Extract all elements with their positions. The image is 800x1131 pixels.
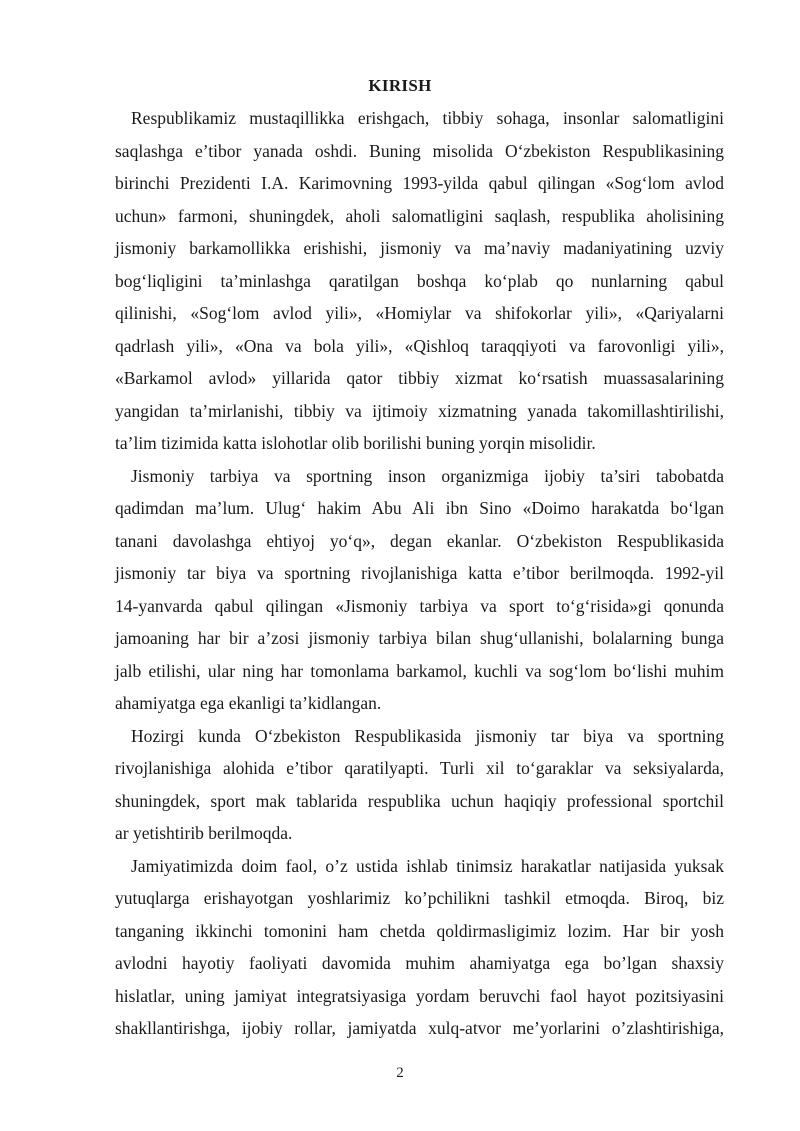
- page-number: 2: [396, 1065, 404, 1081]
- paragraph-3-line: ar yetishtirib berilmoqda.: [115, 823, 293, 843]
- paragraph-2-line: qadimdan ma’lum. Ulug‘ hakim Abu Ali ibn Sino «Doimo harakatda bo‘lgan: [115, 498, 724, 518]
- paragraph-1-line: «Barkamol avlod» yillarida qator tibbiy xizmat ko‘rsatish muassasalarining: [115, 368, 724, 388]
- paragraph-2-line: Jismoniy tarbiya va sportning inson organizmiga ijobiy ta’siri tabobatda: [131, 465, 724, 486]
- paragraph-3-line: rivojlanishiga alohida e’tibor qaratilyapti. Turli xil to‘garaklar va seksiyalarda,: [115, 758, 724, 778]
- paragraph-3-line: Hozirgi kunda O‘zbekiston Respublikasida jismoniy tar biya va sportning: [131, 725, 724, 746]
- paragraph-1-line: jismoniy barkamollikka erishishi, jismoniy va ma’naviy madaniyatining uzviy: [115, 238, 724, 258]
- paragraph-1-line: ta’lim tizimida katta islohotlar olib borilishi buning yorqin misolidir.: [115, 433, 596, 453]
- paragraph-2-line: 14-yanvarda qabul qilingan «Jismoniy tarbiya va sport to‘g‘risida»gi qonunda: [115, 595, 724, 616]
- paragraph-4-line: Jamiyatimizda doim faol, o’z ustida ishlab tinimsiz harakatlar natijasida yuksak: [131, 855, 724, 876]
- paragraph-2-line: tanani davolashga ehtiyoj yo‘q», degan ekanlar. O‘zbekiston Respublikasida: [115, 530, 724, 551]
- paragraph-2-line: jismoniy tar biya va sportning rivojlanishiga katta e’tibor berilmoqda. 1992-yil: [115, 563, 724, 583]
- paragraph-2-line: ahamiyatga ega ekanligi ta’kidlangan.: [115, 693, 382, 713]
- page-title: KIRISH: [368, 76, 432, 95]
- paragraph-4-line: yutuqlarga erishayotgan yoshlarimiz ko’pchilikni tashkil etmoqda. Biroq, biz: [115, 888, 724, 908]
- paragraph-1-line: qilinishi, «Sog‘lom avlod yili», «Homiylar va shifokorlar yili», «Qariyalarni: [115, 303, 724, 323]
- paragraph-4-line: avlodni hayotiy faoliyati davomida muhim ahamiyatga ega bo’lgan shaxsiy: [115, 953, 724, 973]
- paragraph-2-line: jamoaning har bir a’zosi jismoniy tarbiya bilan shug‘ullanishi, bolalarning bunga: [115, 628, 724, 648]
- paragraph-1-line: birinchi Prezidenti I.A. Karimovning 1993-yilda qabul qilingan «Sog‘lom avlod: [115, 173, 724, 193]
- paragraph-1-line: uchun» farmoni, shuningdek, aholi salomatligini saqlash, respublika aholisining: [115, 205, 724, 226]
- paragraph-1-line: saqlashga e’tibor yanada oshdi. Buning misolida O‘zbekiston Respublikasining: [115, 140, 724, 161]
- paragraph-2-line: jalb etilishi, ular ning har tomonlama barkamol, kuchli va sog‘lom bo‘lishi muhim: [115, 660, 724, 681]
- paragraph-4-line: shakllantirishga, ijobiy rollar, jamiyatda xulq-atvor me’yorlarini o’zlashtirishiga,: [115, 1018, 724, 1038]
- paragraph-1-line: yangidan ta’mirlanishi, tibbiy va ijtimoiy xizmatning yanada takomillashtirilishi,: [115, 400, 724, 421]
- paragraph-4-line: hislatlar, uning jamiyat integratsiyasiga yordam beruvchi faol hayot pozitsiyasini: [115, 985, 724, 1006]
- paragraph-3-line: shuningdek, sport mak tablarida respublika uchun haqiqiy professional sportchil: [115, 790, 724, 811]
- paragraph-1-line: bog‘liqligini ta’minlashga qaratilgan boshqa ko‘plab qo nunlarning qabul: [115, 270, 724, 291]
- paragraph-1-line: Respublikamiz mustaqillikka erishgach, tibbiy sohaga, insonlar salomatligini: [131, 108, 724, 128]
- paragraph-1-line: qadrlash yili», «Ona va bola yili», «Qishloq taraqqiyoti va farovonligi yili»,: [115, 335, 724, 356]
- paragraph-4-line: tanganing ikkinchi tomonini ham chetda qoldirmasligimiz lozim. Har bir yosh: [115, 920, 724, 941]
